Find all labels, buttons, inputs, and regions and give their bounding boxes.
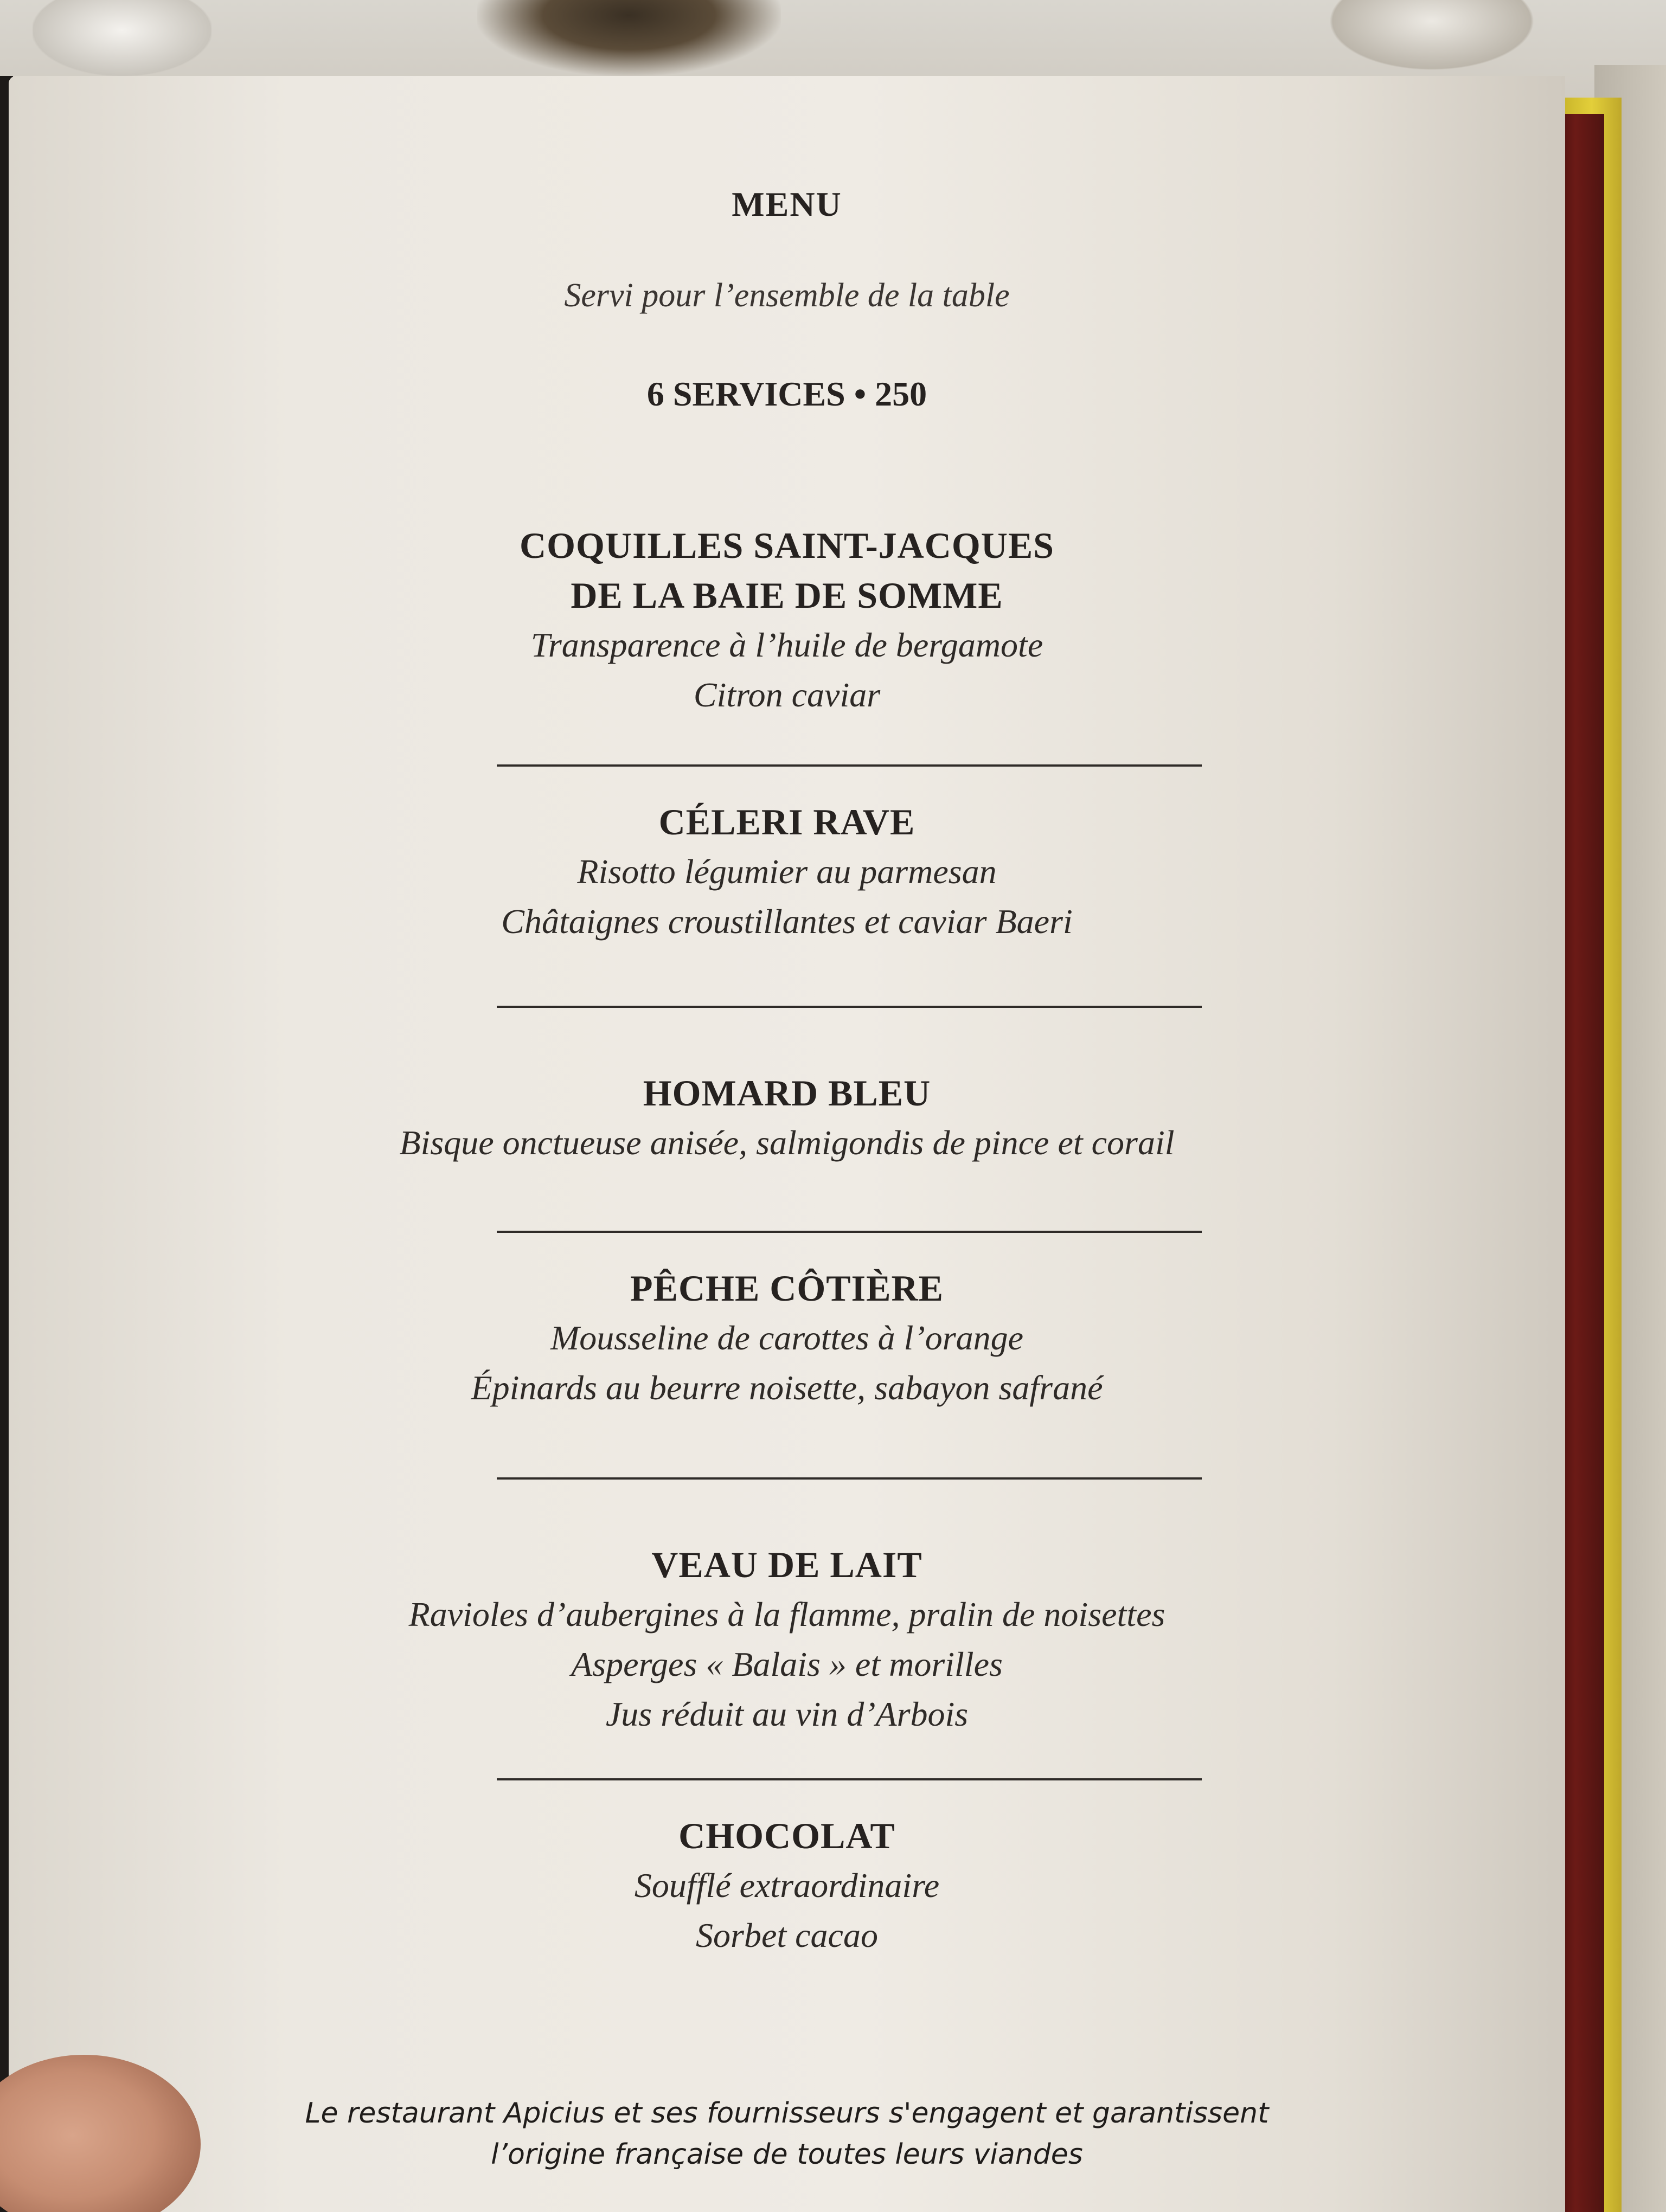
- course-description: Bisque onctueuse anisée, salmigondis de pince et corail: [399, 1123, 1175, 1162]
- course-title: CÉLERI RAVE: [658, 801, 915, 843]
- course-title: CHOCOLAT: [678, 1815, 895, 1856]
- course-peche: [9, 1263, 1565, 1413]
- menu-footer-note: [9, 2093, 1565, 2175]
- course-description: Asperges « Balais » et morilles: [571, 1645, 1003, 1683]
- menu-services-price: 6 SERVICES • 250: [646, 375, 927, 413]
- menu-page: [9, 76, 1565, 2212]
- course-description: Soufflé extraordinaire: [634, 1866, 940, 1905]
- course-description: Jus réduit au vin d’Arbois: [605, 1695, 969, 1733]
- course-title-line2: DE LA BAIE DE SOMME: [571, 575, 1003, 616]
- menu-content: [9, 76, 1565, 2212]
- glass-background: [33, 0, 212, 76]
- menu-title: MENU: [732, 185, 842, 223]
- course-chocolat: [9, 1811, 1565, 1960]
- course-description: Citron caviar: [693, 676, 881, 714]
- course-divider: [497, 1778, 1202, 1780]
- course-description: Transparence à l’huile de bergamote: [530, 626, 1043, 664]
- footer-line: Le restaurant Apicius et ses fournisseurs s'engagent et garantissent: [305, 2097, 1269, 2130]
- course-title: VEAU DE LAIT: [651, 1544, 922, 1585]
- course-description: Épinards au beurre noisette, sabayon safrané: [471, 1368, 1103, 1407]
- dark-object-background: [477, 0, 781, 76]
- course-celeri: [9, 797, 1565, 947]
- course-title: HOMARD BLEU: [643, 1072, 931, 1114]
- glassware-background: [1329, 0, 1535, 70]
- course-description: Mousseline de carottes à l’orange: [550, 1319, 1024, 1357]
- course-coquilles: [9, 520, 1565, 720]
- course-divider: [497, 1006, 1202, 1008]
- course-divider: [497, 764, 1202, 767]
- course-description: Châtaignes croustillantes et caviar Baeri: [501, 902, 1073, 941]
- course-title: COQUILLES SAINT-JACQUES: [520, 525, 1054, 566]
- course-description: Sorbet cacao: [696, 1916, 878, 1954]
- course-description: Risotto légumier au parmesan: [577, 852, 997, 891]
- course-divider: [497, 1477, 1202, 1480]
- course-title: PÊCHE CÔTIÈRE: [630, 1268, 944, 1309]
- course-homard: [9, 1068, 1565, 1168]
- menu-subtitle: Servi pour l’ensemble de la table: [564, 277, 1010, 314]
- course-description: Ravioles d’aubergines à la flamme, pralin de noisettes: [408, 1595, 1165, 1634]
- course-veau: [9, 1540, 1565, 1739]
- course-divider: [497, 1231, 1202, 1233]
- footer-line: l’origine française de toutes leurs viandes: [491, 2138, 1083, 2171]
